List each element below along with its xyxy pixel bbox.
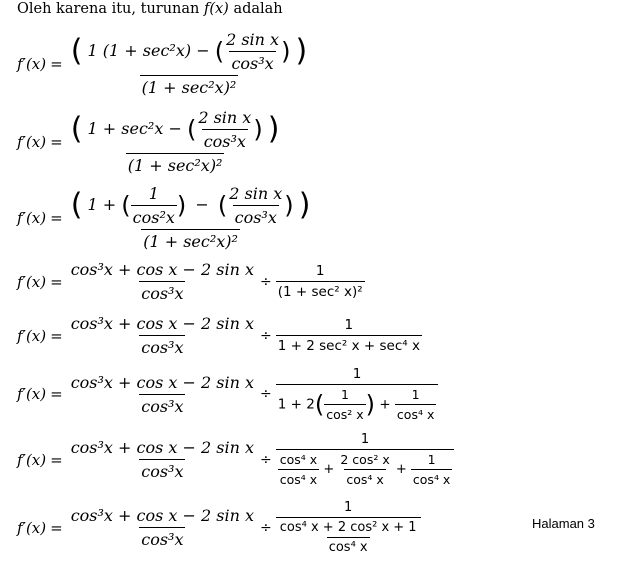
- equation-4: [17, 260, 365, 303]
- intro-before: Oleh karena itu, turunan: [17, 1, 204, 17]
- left-fraction: $\frac{\text{cos³x + cos x − 2 sin x}}{\text{cos³x}}$: [70, 372, 255, 416]
- lhs: f′(x): [17, 208, 47, 227]
- equation-2: [17, 108, 282, 175]
- nested-fraction-q: $\frac{1}{\text{cos⁴ x}}$: [396, 387, 435, 422]
- equals-sign: =: [50, 208, 63, 227]
- equation-3: [17, 184, 312, 251]
- equation-7: [17, 432, 454, 487]
- denominator: (1 + sec²x)²: [126, 153, 225, 175]
- numerator-part: 1 (1 + sec²x) −: [87, 41, 210, 60]
- right-fraction: $\frac{1}{\text{1 + 2 sec² x + sec⁴ x}}$: [277, 317, 420, 354]
- main-fraction: ( 1 + sec²x − ( $\frac{\text{2 sin x}}{\text{cos³x}}$ ) ) (1 + sec²x)²: [70, 108, 280, 175]
- equals-sign: =: [50, 272, 63, 291]
- equation-8: [17, 500, 421, 555]
- intro-text: [17, 1, 283, 17]
- lhs: f′(x): [17, 385, 47, 403]
- equation-1: [17, 30, 309, 97]
- page-number: Halaman 3: [532, 516, 595, 531]
- equals-sign: =: [50, 385, 63, 403]
- main-fraction: ( 1 + ( $\frac{1}{\text{cos²x}}$ ) − ( $\frac{\text{2 sin x}}{\text{cos³x}}$ ) ) (1 + sec²x)²: [70, 184, 311, 251]
- numerator-part: 1 + sec²x −: [87, 119, 182, 138]
- divide-sign: ÷: [260, 273, 272, 290]
- equals-sign: =: [50, 518, 63, 537]
- right-fraction: $\frac{1}{\frac{\text{cos⁴ x + 2 cos² x + 1}}{\text{cos⁴ x}}}$: [276, 500, 421, 555]
- intro-after: adalah: [228, 1, 283, 17]
- equals-sign: =: [50, 326, 63, 345]
- lhs: f′(x): [17, 450, 47, 469]
- lhs: f′(x): [17, 272, 47, 291]
- term-3: $\frac{1}{\text{cos⁴ x}}$: [412, 452, 451, 487]
- lhs: f′(x): [17, 326, 47, 345]
- equation-5: [17, 314, 422, 357]
- term-1: $\frac{\text{cos⁴ x}}{\text{cos⁴ x}}$: [279, 452, 318, 487]
- left-fraction: $\frac{\text{cos³x + cos x − 2 sin x}}{\text{cos³x}}$: [70, 506, 255, 549]
- lhs: f′(x): [17, 518, 47, 537]
- divide-sign: ÷: [260, 519, 272, 536]
- compound-fraction: $\frac{\text{cos⁴ x + 2 cos² x + 1}}{\text{cos⁴ x}}$: [279, 520, 417, 555]
- left-fraction: $\frac{\text{cos³x + cos x − 2 sin x}}{\text{cos³x}}$: [70, 438, 255, 481]
- equals-sign: =: [50, 450, 63, 469]
- equation-6: [17, 366, 438, 422]
- denominator: (1 + sec²x)²: [140, 75, 239, 97]
- inner-fraction-b: $\frac{\text{2 sin x}}{\text{cos³x}}$: [229, 184, 283, 227]
- divide-sign: ÷: [260, 386, 272, 402]
- right-fraction: 1 1 + 2( $\frac{1}{\text{cos² x}}$ ) + $\frac{1}{\text{cos⁴ x}}$: [276, 366, 439, 422]
- equals-sign: =: [50, 132, 63, 151]
- right-fraction: $\frac{1}{\text{(1 + sec² x)²}}$: [277, 263, 363, 300]
- inner-fraction-a: $\frac{1}{\text{cos²x}}$: [132, 184, 175, 227]
- inner-fraction: $\frac{\text{2 sin x}}{\text{cos³x}}$: [226, 30, 280, 73]
- nested-fraction-p: $\frac{1}{\text{cos² x}}$: [326, 387, 364, 422]
- inner-fraction: $\frac{\text{2 sin x}}{\text{cos³x}}$: [198, 108, 252, 151]
- left-fraction: $\frac{\text{cos³x + cos x − 2 sin x}}{\text{cos³x}}$: [70, 314, 255, 357]
- lhs: f′(x): [17, 54, 47, 73]
- left-fraction: $\frac{\text{cos³x + cos x − 2 sin x}}{\text{cos³x}}$: [70, 260, 255, 303]
- equals-sign: =: [50, 54, 63, 73]
- lhs: f′(x): [17, 132, 47, 151]
- main-fraction: ( 1 (1 + sec²x) − ( $\frac{\text{2 sin x}}{\text{cos³x}}$ ) ) (1 + sec²x)²: [70, 30, 308, 97]
- right-fraction: 1 $\frac{\text{cos⁴ x}}{\text{cos⁴ x}}$ + $\frac{\text{2 cos² x}}{\text{cos⁴ x}}$ + $\frac{1}{\text{cos⁴ x}}$: [276, 432, 455, 487]
- intro-fx: f(x): [203, 1, 229, 17]
- divide-sign: ÷: [260, 451, 272, 468]
- divide-sign: ÷: [260, 327, 272, 344]
- term-2: $\frac{\text{2 cos² x}}{\text{cos⁴ x}}$: [340, 452, 390, 487]
- denominator: (1 + sec²x)²: [141, 229, 240, 251]
